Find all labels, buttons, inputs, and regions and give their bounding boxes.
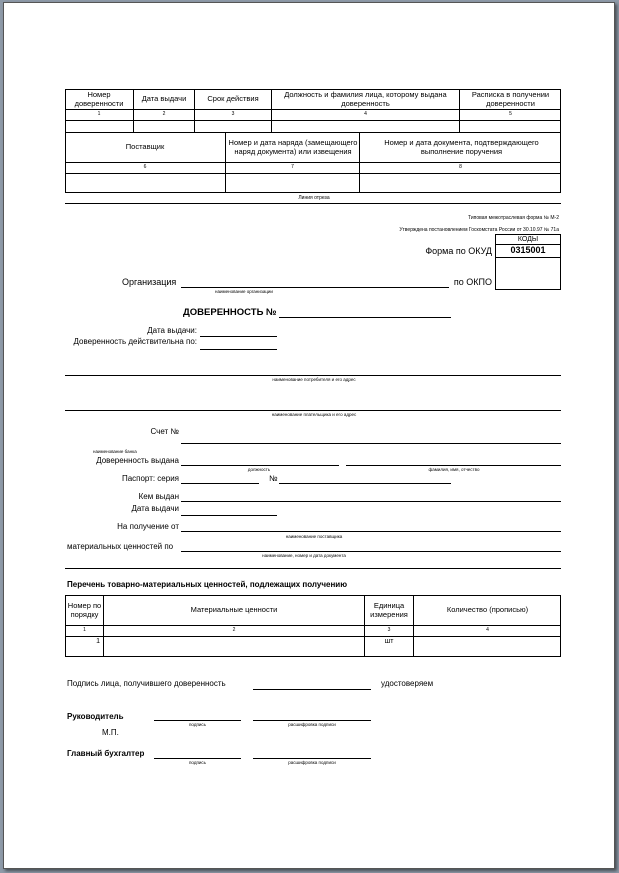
payer-field[interactable] bbox=[65, 410, 561, 411]
stub-header-person: Должность и фамилия лица, которому выдана доверенность bbox=[284, 89, 447, 108]
issue-date-label: Дата выдачи: bbox=[147, 326, 197, 335]
document-caption: наименование, номер и дата документа bbox=[262, 553, 346, 558]
items-col-num: 1 bbox=[83, 627, 86, 634]
items-col-num: 2 bbox=[232, 627, 236, 634]
valid-until-field[interactable] bbox=[200, 349, 277, 350]
cut-line-label: Линия отреза bbox=[298, 195, 330, 201]
issued-by-field[interactable] bbox=[181, 501, 561, 502]
accountant-signature-field[interactable] bbox=[154, 758, 241, 759]
items-col-num: 3 bbox=[387, 627, 391, 634]
stub-col-num: 2 bbox=[162, 111, 166, 118]
head-label: Руководитель bbox=[67, 712, 124, 721]
passport-date-field[interactable] bbox=[181, 515, 277, 516]
head-signature-caption: подпись bbox=[188, 722, 206, 727]
okud-label: Форма по ОКУД bbox=[425, 246, 492, 256]
stub-header-date: Дата выдачи bbox=[141, 94, 187, 104]
fullname-caption: фамилия, имя, отчество bbox=[428, 467, 480, 472]
accountant-decoding-field[interactable] bbox=[253, 758, 371, 759]
items-header-number: Номер по порядку bbox=[67, 600, 102, 619]
stub-col-num: 7 bbox=[291, 164, 294, 171]
issued-by-label: Кем выдан bbox=[138, 492, 179, 501]
items-header-name: Материальные ценности bbox=[190, 605, 278, 615]
passport-series-field[interactable] bbox=[181, 483, 259, 484]
supplier-caption: наименование поставщика bbox=[285, 534, 343, 539]
organization-field[interactable] bbox=[181, 287, 449, 288]
consumer-caption: наименование потребителя и его адрес bbox=[272, 377, 356, 382]
page-title: ДОВЕРЕННОСТЬ № bbox=[183, 307, 277, 318]
bank-caption: наименование банка bbox=[93, 449, 137, 454]
stub-header-receipt: Расписка в получении доверенности bbox=[471, 89, 550, 108]
accountant-label: Главный бухгалтер bbox=[67, 749, 145, 758]
stub-col-num: 6 bbox=[143, 164, 147, 171]
recipient-signature-label: Подпись лица, получившего доверенность bbox=[67, 679, 226, 688]
position-caption: должность bbox=[247, 467, 271, 472]
items-title: Перечень товарно-материальных ценностей, подлежащих получению bbox=[67, 580, 348, 589]
head-decoding-field[interactable] bbox=[253, 720, 371, 721]
position-field[interactable] bbox=[181, 465, 339, 466]
head-signature-field[interactable] bbox=[154, 720, 241, 721]
materials-label: материальных ценностей по bbox=[67, 542, 174, 551]
accountant-decoding-caption: расшифровка подписи bbox=[288, 760, 336, 765]
table-row-unit[interactable]: шт bbox=[384, 638, 394, 645]
receive-from-label: На получение от bbox=[117, 522, 179, 531]
accountant-signature-caption: подпись bbox=[188, 760, 206, 765]
stub-col-num: 3 bbox=[231, 111, 235, 118]
items-header-qty: Количество (прописью) bbox=[446, 605, 529, 615]
power-of-attorney-number-field[interactable] bbox=[279, 317, 451, 318]
passport-date-label: Дата выдачи bbox=[131, 504, 179, 513]
recipient-signature-field[interactable] bbox=[253, 689, 371, 690]
account-field[interactable] bbox=[181, 443, 561, 444]
materials-doc-field-2[interactable] bbox=[65, 568, 561, 569]
stub-header-number: Номер доверенности bbox=[74, 89, 124, 108]
stub-header-order: Номер и дата наряда (замещающего наряд документа) или извещения bbox=[228, 137, 358, 156]
head-decoding-caption: расшифровка подписи bbox=[288, 722, 336, 727]
table-row-number: 1 bbox=[96, 638, 100, 645]
okpo-label: по ОКПО bbox=[453, 277, 492, 287]
fullname-field[interactable] bbox=[346, 465, 561, 466]
stub-header-supplier: Поставщик bbox=[125, 142, 165, 152]
items-header-unit: Единица измерения bbox=[370, 600, 408, 619]
passport-number-field[interactable] bbox=[279, 483, 451, 484]
stub-col-num: 8 bbox=[459, 164, 462, 171]
stub-col-num: 5 bbox=[509, 111, 512, 118]
okud-code: 0315001 bbox=[510, 245, 546, 255]
stamp-label: М.П. bbox=[102, 728, 119, 737]
passport-number-label: № bbox=[269, 474, 278, 483]
consumer-field[interactable] bbox=[65, 375, 561, 376]
stub-col-num: 1 bbox=[97, 111, 101, 118]
payer-caption: наименование плательщика и его адрес bbox=[271, 412, 357, 417]
organization-label: Организация bbox=[122, 277, 177, 287]
form-type: Типовая межотраслевая форма № М-2 bbox=[468, 215, 559, 221]
issued-to-label: Доверенность выдана bbox=[96, 456, 179, 465]
stub-header-document: Номер и дата документа, подтверждающего выполнение поручения bbox=[384, 137, 539, 156]
materials-doc-field[interactable] bbox=[181, 551, 561, 552]
items-col-num: 4 bbox=[486, 627, 489, 634]
supplier-field[interactable] bbox=[181, 531, 561, 532]
document-page bbox=[3, 2, 615, 869]
codes-label: КОДЫ bbox=[517, 236, 539, 243]
account-label: Счет № bbox=[150, 427, 179, 436]
certify-label: удостоверяем bbox=[381, 679, 434, 688]
valid-until-label: Доверенность действительна по: bbox=[73, 337, 197, 346]
stub-header-term: Срок действия bbox=[207, 94, 259, 104]
issue-date-field[interactable] bbox=[200, 336, 277, 337]
approval-note: Утверждена постановлением Госкомстата России от 30.10.97 № 71а bbox=[399, 227, 559, 233]
stub-col-num: 4 bbox=[364, 111, 367, 118]
organization-caption: наименование организации bbox=[215, 289, 273, 294]
passport-label: Паспорт: серия bbox=[121, 474, 179, 483]
